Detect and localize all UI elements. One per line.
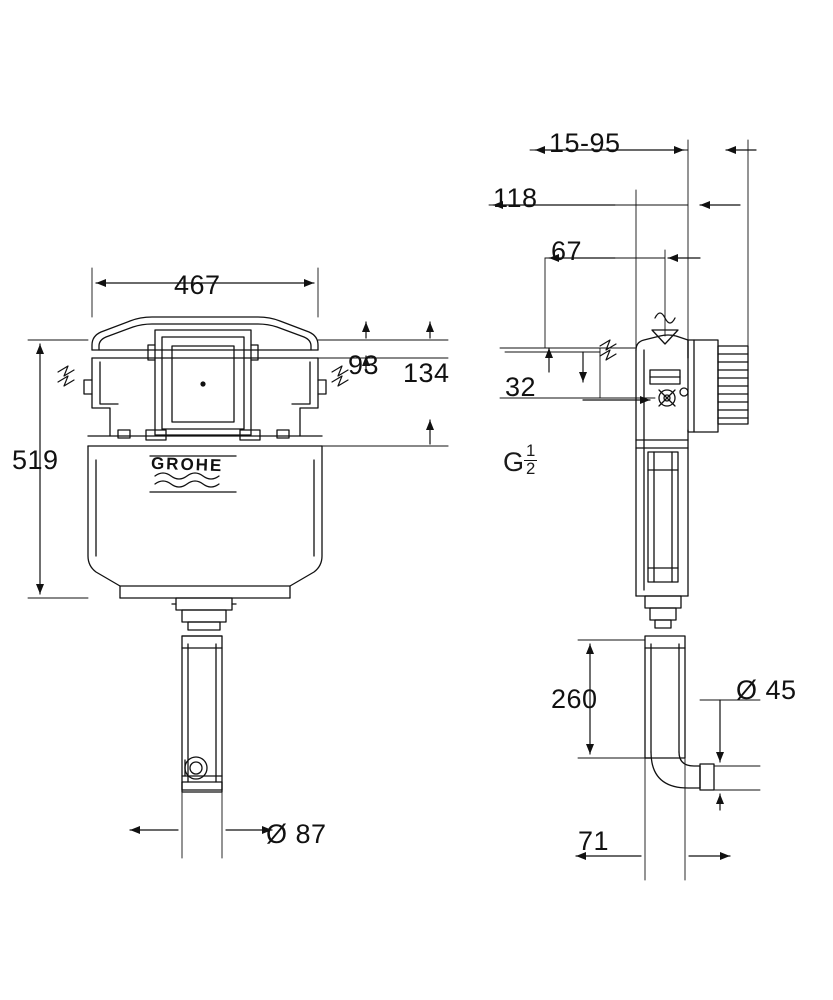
top-view-left-geometry: [182, 636, 222, 858]
thread-numerator: 1: [526, 441, 536, 460]
thread-fraction: [524, 443, 537, 477]
dimension-diameter-87: Ø 87: [266, 819, 327, 849]
dimension-15-95: 15-95: [549, 128, 621, 158]
thread-denominator: 2: [526, 458, 536, 478]
dimension-134: 134: [403, 358, 450, 388]
dimension-93: 93: [348, 350, 380, 380]
brand-plate-label: [151, 454, 224, 477]
thread-prefix: G: [503, 447, 525, 478]
dimension-118: 118: [493, 183, 538, 213]
dimension-thread-g-half: [503, 443, 537, 478]
dimension-67: 67: [551, 236, 583, 266]
dimension-260: 260: [551, 684, 598, 714]
dimension-467: 467: [174, 270, 221, 300]
dimension-519: 519: [12, 445, 59, 475]
dimension-71: 71: [578, 826, 610, 856]
side-view-geometry: [600, 313, 748, 628]
dimension-32: 32: [505, 372, 537, 402]
dimension-diameter-45: Ø 45: [736, 675, 797, 705]
brand-text: GROHE: [150, 453, 224, 476]
